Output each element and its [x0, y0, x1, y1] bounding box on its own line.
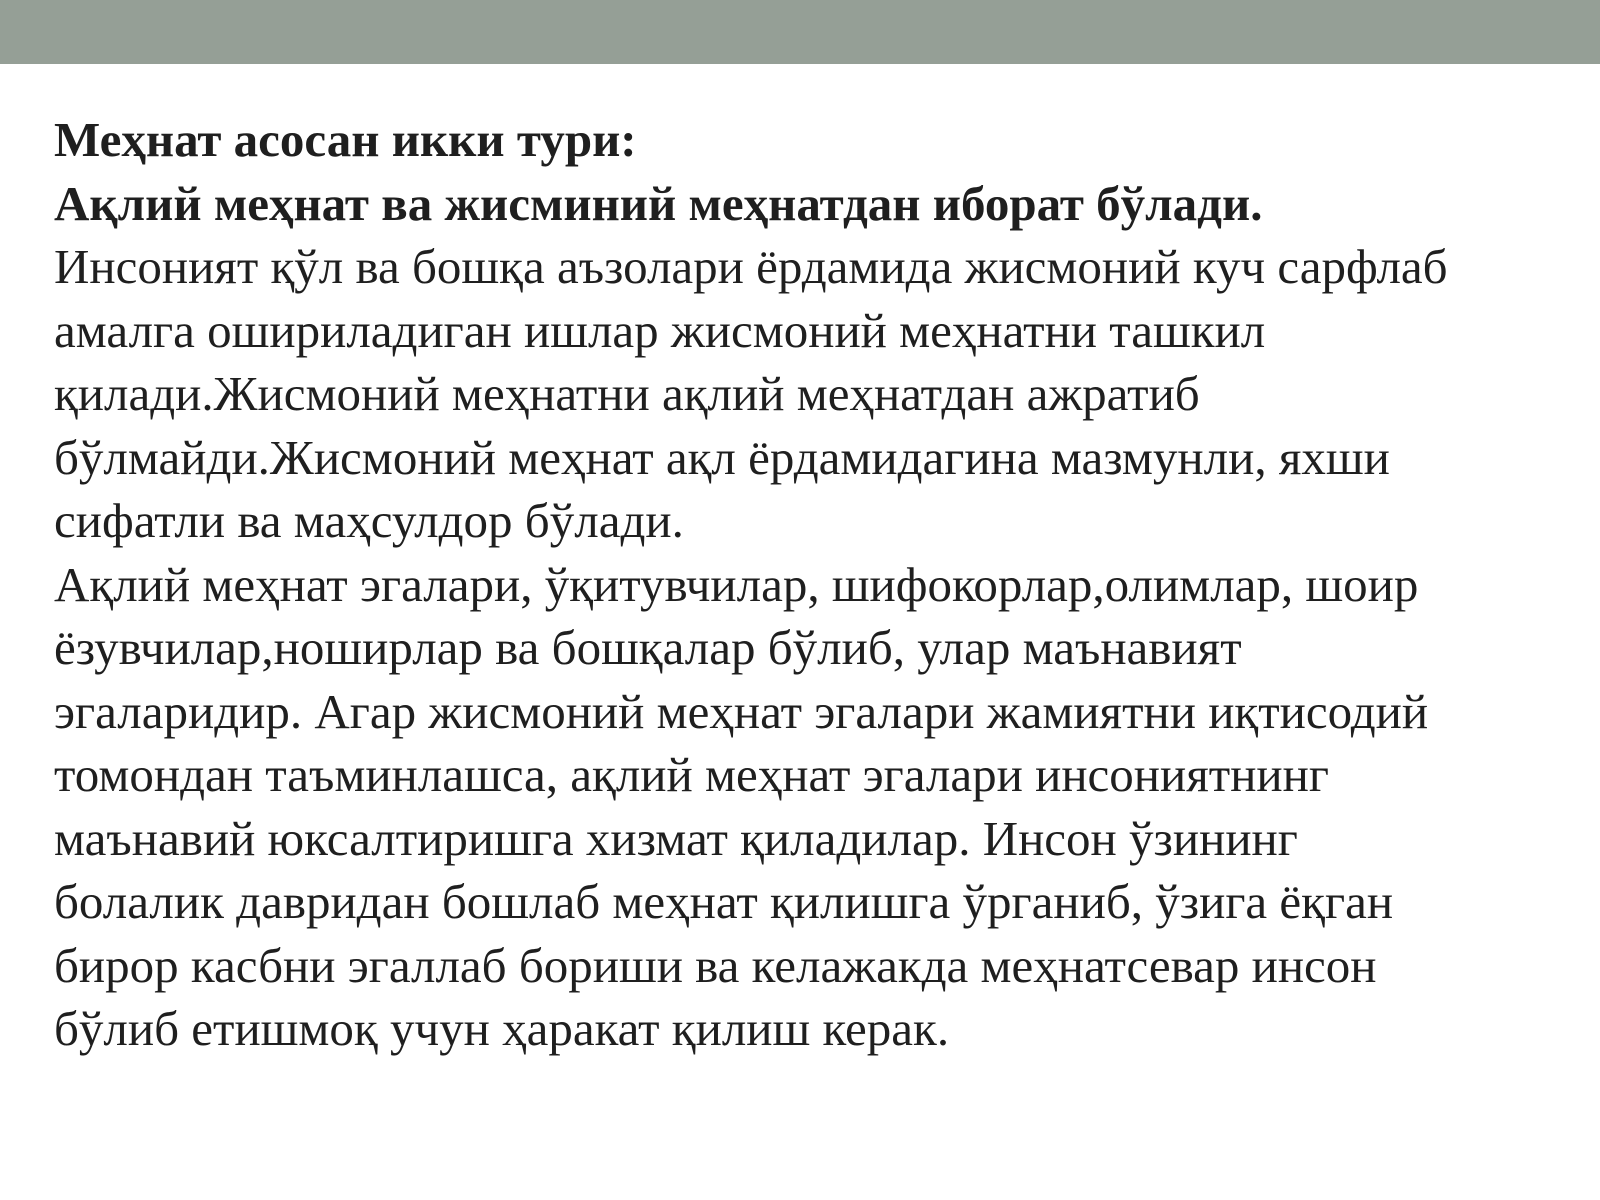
- body-line: қилади.Жисмоний меҳнатни ақлий меҳнатдан ажратиб: [54, 366, 1200, 421]
- body-line: амалга ошириладиган ишлар жисмоний меҳнатни ташкил: [54, 302, 1266, 358]
- heading-line: Меҳнат асосан икки тури:: [54, 112, 637, 167]
- body-line: эгаларидир. Агар жисмоний меҳнат эгалари жамиятни иқтисодий: [54, 683, 1429, 739]
- body-line: бирор касбни эгаллаб бориши ва келажакда меҳнатсевар инсон: [54, 937, 1377, 993]
- body-line: томондан таъминлашса, ақлий меҳнат эгалари инсониятнинг: [54, 747, 1329, 802]
- header-bar: [0, 0, 1600, 64]
- slide-text: [54, 108, 1584, 1061]
- body-line: бўлмайди.Жисмоний меҳнат ақл ёрдамидагина мазмунли, яхши: [54, 429, 1390, 485]
- body-line: маънавий юксалтиришга хизмат қиладилар. Инсон ўзининг: [54, 810, 1298, 866]
- body-line: бўлиб етишмоқ учун ҳаракат қилиш керак.: [54, 1001, 950, 1056]
- body-line: сифатли ва маҳсулдор бўлади.: [54, 493, 684, 548]
- body-line: болалик давридан бошлаб меҳнат қилишга ўрганиб, ўзига ёқган: [54, 874, 1394, 929]
- body-line: Инсоният қўл ва бошқа аъзолари ёрдамида жисмоний куч сарфлаб: [54, 239, 1448, 294]
- heading-line: Ақлий меҳнат ва жисминий меҳнатдан иборат бўлади.: [54, 175, 1263, 231]
- body-line: Ақлий меҳнат эгалари, ўқитувчилар, шифокорлар,олимлар, шоир: [54, 556, 1419, 612]
- body-line: ёзувчилар,ноширлар ва бошқалар бўлиб, улар маънавият: [54, 620, 1242, 675]
